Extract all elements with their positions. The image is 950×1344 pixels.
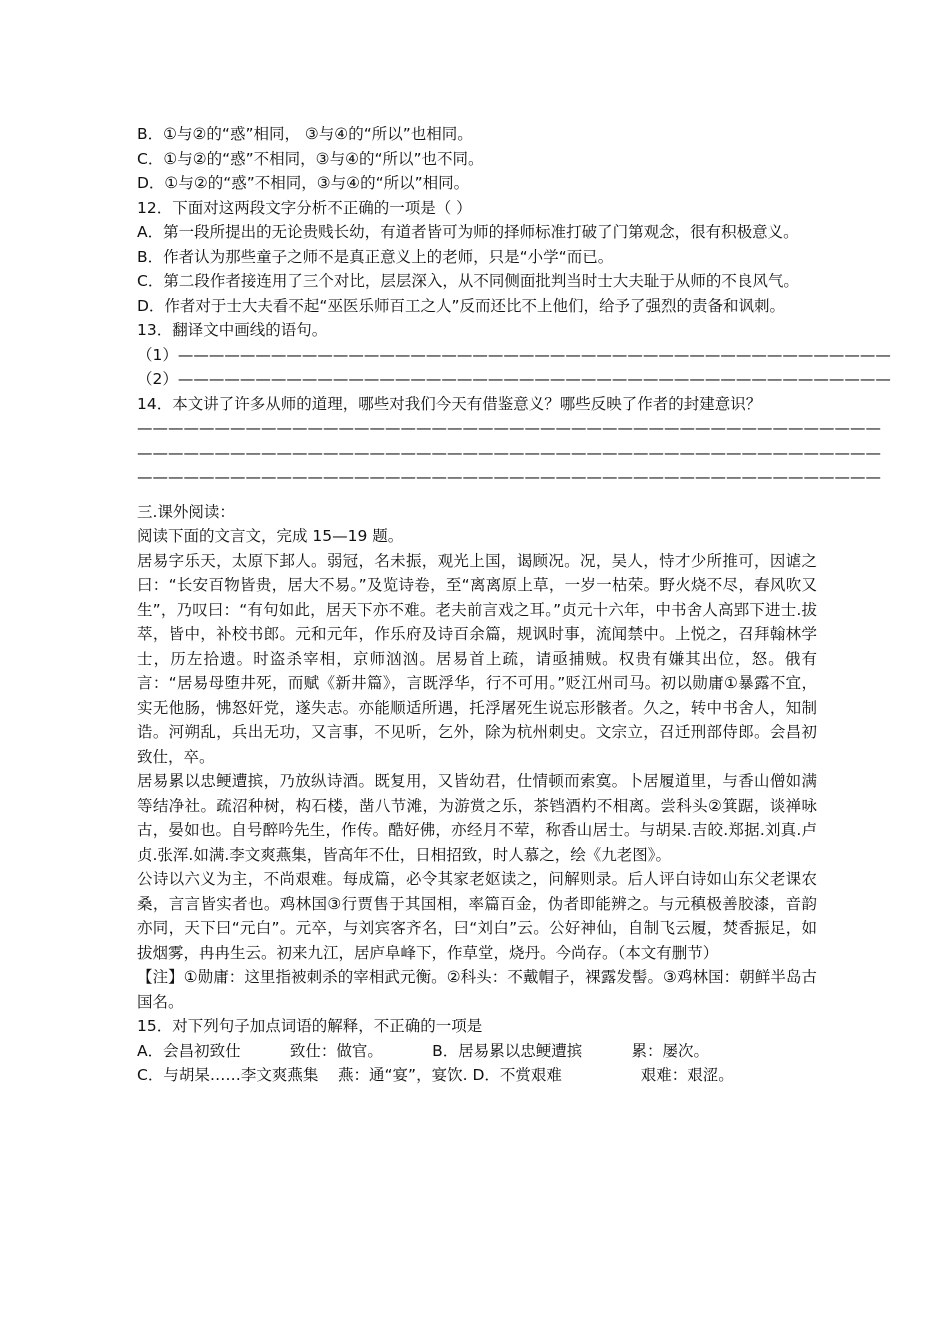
q11-option-d: D．①与②的“惑”不相同，③与④的“所以”相同。 (137, 174, 470, 192)
q12-option-b: B．作者认为那些童子之师不是真正意义上的老师，只是“小学“而已。 (137, 247, 614, 266)
q11-option-c: C．①与②的“惑”不相同，③与④的“所以”也不同。 (137, 149, 484, 168)
q12-option-d: D．作者对于士大夫看不起“巫医乐师百工之人”反而还比不上他们，给予了强烈的责备和讽刺。 (137, 296, 785, 315)
q12-option-c: C．第二段作者接连用了三个对比，层层深入，从不同侧面批判当时士大夫耻于从师的不良风气。 (137, 272, 799, 290)
section-intro: 阅读下面的文言文，完成 15—19 题。 (137, 527, 404, 545)
q14-stem: 14．本文讲了许多从师的道理，哪些对我们今天有借鉴意义？哪些反映了作者的封建意识？ (137, 394, 762, 413)
q14-answer-line-1[interactable]: ———————————————————————————————————————————————— (137, 419, 881, 437)
q15-options-row-1: A．会昌初致仕 致仕：做官。 B．居易累以忠鲠遭摈 累：屡次。 (137, 1041, 710, 1060)
q13-stem: 13．翻译文中画线的语句。 (137, 321, 328, 339)
passage-paragraph-2: 居易累以忠鲠遭摈，乃放纵诗酒。既复用，又皆幼君，仕情顿而索寞。卜居履道里，与香山僧如满等结净社。疏沼种树，构石楼，凿八节滩，为游赏之乐，茶铛酒杓不相离。尝科头②箕踞，谈禅咏古，晏如也。自号醉吟先生，作传。酷好佛，亦经月不荤，称香山居士。与胡杲.吉皎.郑据.刘真.卢贞.张浑.如满.李文爽燕集，皆高年不仕，日相招致，时人慕之，绘《九老图》。 (137, 772, 817, 864)
section-heading: 三.课外阅读： (137, 502, 235, 521)
document-page (137, 122, 891, 1088)
q15-options-row-2: C．与胡杲……李文爽燕集 燕：通“宴”，宴饮. D．不赏艰难 艰难：艰涩。 (137, 1066, 734, 1084)
passage-note: 【注】①勋庸：这里指被刺杀的宰相武元衡。②科头：不戴帽子，裸露发髻。③鸡林国：朝鲜半岛古国名。 (137, 968, 817, 1011)
q12-option-a: A．第一段所提出的无论贵贱长幼，有道者皆可为师的择师标准打破了门第观念，很有积极意义。 (137, 223, 799, 241)
q12-stem: 12．下面对这两段文字分析不正确的一项是（ ） (137, 198, 472, 217)
q14-answer-line-2[interactable]: ———————————————————————————————————————————————— (137, 443, 881, 462)
passage-paragraph-3: 公诗以六义为主，不尚艰难。每成篇，必令其家老妪读之，问解则录。后人评白诗如山东父老课农桑，言言皆实者也。鸡林国③行贾售于其国相，率篇百金，伪者即能辨之。与元稹极善胶漆，音韵亦同，天下曰“元白”。元卒，与刘宾客齐名，曰“刘白”云。公好神仙，自制飞云履，焚香振足，如拔烟雾，冉冉生云。初来九江，居庐阜峰下，作草堂，烧丹。今尚存。（本文有删节） (137, 870, 817, 962)
q11-option-b: B．①与②的“惑”相同， ③与④的“所以”也相同。 (137, 125, 473, 143)
q15-stem: 15．对下列句子加点词语的解释，不正确的一项是 (137, 1017, 483, 1035)
q13-answer-line-1[interactable]: （1）—————————————————————————————————————————————— (137, 345, 891, 364)
q14-answer-line-3[interactable]: ———————————————————————————————————————————————— (137, 468, 881, 486)
q13-answer-line-2[interactable]: （2）—————————————————————————————————————————————— (137, 370, 891, 388)
passage-paragraph-1: 居易字乐天，太原下邽人。弱冠，名未振，观光上国，谒顾况。况，吴人，恃才少所推可，因谑之曰：“长安百物皆贵，居大不易。”及览诗卷，至“离离原上草，一岁一枯荣。野火烧不尽，春风吹又生”，乃叹曰：“有句如此，居天下亦不难。老夫前言戏之耳。”贞元十六年，中书舍人高郢下进士.拔萃，皆中，补校书郎。元和元年，作乐府及诗百余篇，规讽时事，流闻禁中。上悦之，召拜翰林学士，历左拾遗。时盗杀宰相，京师汹汹。居易首上疏，请亟捕贼。权贵有嫌其出位，怒。俄有言：“居易母堕井死，而赋《新井篇》，言既浮华，行不可用。”贬江州司马。初以勋庸①暴露不宜，实无他肠，怫怒奸党，遂失志。亦能顺适所遇，托浮屠死生说忘形骸者。久之，转中书舍人，知制诰。河朔乱，兵出无功，又言事，不见听，乞外，除为杭州刺史。文宗立，召迁刑部侍郎。会昌初致仕，卒。 (137, 551, 817, 766)
